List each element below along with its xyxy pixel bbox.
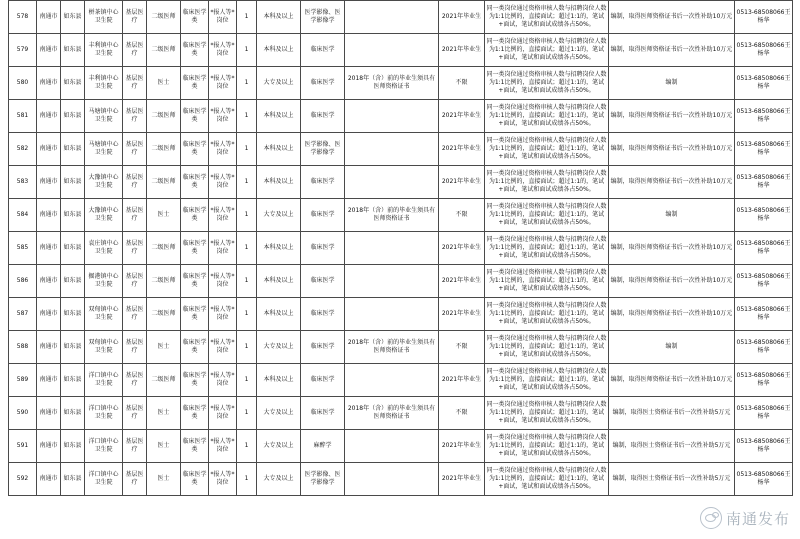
cell-major-category: 临床医学类 — [181, 166, 209, 199]
cell-employer: 大豫镇中心卫生院 — [85, 199, 123, 232]
recruitment-table — [8, 0, 793, 496]
table-row — [9, 199, 793, 232]
cell-category: 基层医疗 — [123, 331, 147, 364]
cell-major: 临床医学 — [301, 232, 345, 265]
cell-row-number: 591 — [9, 430, 37, 463]
cell-major: 临床医学 — [301, 331, 345, 364]
cell-contact: 0513-68508066王杨华 — [735, 397, 793, 430]
cell-category: 基层医疗 — [123, 232, 147, 265]
cell-applicant-type: 不限 — [439, 67, 485, 100]
cell-employer: 丰利镇中心卫生院 — [85, 67, 123, 100]
cell-county: 如东县 — [61, 67, 85, 100]
cell-other-requirement: 2018年（含）前的毕业生须具有医师资格证书 — [345, 67, 439, 100]
cell-major: 医学影像、医学影像学 — [301, 463, 345, 496]
table-row — [9, 430, 793, 463]
cell-employer: 双甸镇中心卫生院 — [85, 298, 123, 331]
cell-row-number: 585 — [9, 232, 37, 265]
cell-row-number: 588 — [9, 331, 37, 364]
cell-headcount: 1 — [237, 265, 257, 298]
cell-education: 本科及以上 — [257, 364, 301, 397]
cell-contact: 0513-68508066王杨华 — [735, 331, 793, 364]
cell-headcount: 1 — [237, 331, 257, 364]
cell-exam-method: 同一类岗位通过资格审核人数与招聘岗位人数为1:1比例的，直接面试；超过1:1的，笔试+面试，笔试和面试成绩各占50%。 — [485, 34, 609, 67]
cell-city: 南通市 — [37, 265, 61, 298]
cell-category: 基层医疗 — [123, 67, 147, 100]
cell-category: 基层医疗 — [123, 34, 147, 67]
cell-county: 如东县 — [61, 463, 85, 496]
cell-headcount: 1 — [237, 232, 257, 265]
cell-major: 临床医学 — [301, 298, 345, 331]
cell-row-number: 587 — [9, 298, 37, 331]
cell-city: 南通市 — [37, 1, 61, 34]
cell-city: 南通市 — [37, 397, 61, 430]
cell-major: 临床医学 — [301, 34, 345, 67]
cell-post-type: *报人等*岗位 — [209, 463, 237, 496]
cell-category: 基层医疗 — [123, 397, 147, 430]
cell-education: 本科及以上 — [257, 34, 301, 67]
table-row — [9, 1, 793, 34]
cell-position: 医士 — [147, 67, 181, 100]
cell-applicant-type: 2021年毕业生 — [439, 133, 485, 166]
table-row — [9, 232, 793, 265]
cell-remark: 编制，取得医师资格证书后一次性补助10万元 — [609, 100, 735, 133]
cell-major-category: 临床医学类 — [181, 34, 209, 67]
cell-row-number: 580 — [9, 67, 37, 100]
cell-county: 如东县 — [61, 364, 85, 397]
watermark-text: 南通发布 — [725, 509, 790, 528]
cell-major: 麻醉学 — [301, 430, 345, 463]
cell-education: 本科及以上 — [257, 1, 301, 34]
cell-major-category: 临床医学类 — [181, 430, 209, 463]
cell-position: 二级医师 — [147, 133, 181, 166]
cell-exam-method: 同一类岗位通过资格审核人数与招聘岗位人数为1:1比例的，直接面试；超过1:1的，笔试+面试，笔试和面试成绩各占50%。 — [485, 133, 609, 166]
cell-city: 南通市 — [37, 133, 61, 166]
cell-major-category: 临床医学类 — [181, 199, 209, 232]
cell-category: 基层医疗 — [123, 166, 147, 199]
cell-applicant-type: 不限 — [439, 397, 485, 430]
cell-exam-method: 同一类岗位通过资格审核人数与招聘岗位人数为1:1比例的，直接面试；超过1:1的，笔试+面试，笔试和面试成绩各占50%。 — [485, 265, 609, 298]
cell-major-category: 临床医学类 — [181, 331, 209, 364]
cell-contact: 0513-68508066王杨华 — [735, 34, 793, 67]
cell-headcount: 1 — [237, 397, 257, 430]
cell-county: 如东县 — [61, 1, 85, 34]
cell-headcount: 1 — [237, 67, 257, 100]
cell-category: 基层医疗 — [123, 430, 147, 463]
cell-county: 如东县 — [61, 100, 85, 133]
cell-position: 二级医师 — [147, 100, 181, 133]
cell-major: 临床医学 — [301, 67, 345, 100]
cell-education: 本科及以上 — [257, 265, 301, 298]
cell-employer: 洋口镇中心卫生院 — [85, 364, 123, 397]
cell-other-requirement — [345, 364, 439, 397]
cell-employer: 双甸镇中心卫生院 — [85, 331, 123, 364]
cell-position: 医士 — [147, 397, 181, 430]
cell-county: 如东县 — [61, 166, 85, 199]
cell-post-type: *报人等*岗位 — [209, 265, 237, 298]
cell-contact: 0513-68508066王杨华 — [735, 430, 793, 463]
cell-major-category: 临床医学类 — [181, 1, 209, 34]
cell-education: 大专及以上 — [257, 199, 301, 232]
cell-category: 基层医疗 — [123, 265, 147, 298]
cell-post-type: *报人等*岗位 — [209, 166, 237, 199]
cell-exam-method: 同一类岗位通过资格审核人数与招聘岗位人数为1:1比例的，直接面试；超过1:1的，笔试+面试，笔试和面试成绩各占50%。 — [485, 331, 609, 364]
cell-employer: 马塘镇中心卫生院 — [85, 133, 123, 166]
cell-exam-method: 同一类岗位通过资格审核人数与招聘岗位人数为1:1比例的，直接面试；超过1:1的，笔试+面试，笔试和面试成绩各占50%。 — [485, 199, 609, 232]
cell-category: 基层医疗 — [123, 364, 147, 397]
cell-remark: 编制，取得医师资格证书后一次性补助10万元 — [609, 34, 735, 67]
cell-major-category: 临床医学类 — [181, 232, 209, 265]
cell-applicant-type: 2021年毕业生 — [439, 1, 485, 34]
cell-city: 南通市 — [37, 364, 61, 397]
cell-education: 大专及以上 — [257, 331, 301, 364]
cell-employer: 马塘镇中心卫生院 — [85, 100, 123, 133]
cell-exam-method: 同一类岗位通过资格审核人数与招聘岗位人数为1:1比例的，直接面试；超过1:1的，笔试+面试，笔试和面试成绩各占50%。 — [485, 100, 609, 133]
cell-contact: 0513-68508066王杨华 — [735, 199, 793, 232]
cell-major-category: 临床医学类 — [181, 67, 209, 100]
cell-row-number: 581 — [9, 100, 37, 133]
cell-exam-method: 同一类岗位通过资格审核人数与招聘岗位人数为1:1比例的，直接面试；超过1:1的，笔试+面试，笔试和面试成绩各占50%。 — [485, 67, 609, 100]
cell-education: 本科及以上 — [257, 133, 301, 166]
cell-remark: 编制，取得医师资格证书后一次性补助10万元 — [609, 133, 735, 166]
table-row — [9, 100, 793, 133]
cell-county: 如东县 — [61, 265, 85, 298]
cell-contact: 0513-68508066王杨华 — [735, 463, 793, 496]
cell-major-category: 临床医学类 — [181, 133, 209, 166]
cell-contact: 0513-68508066王杨华 — [735, 133, 793, 166]
cell-major-category: 临床医学类 — [181, 463, 209, 496]
cell-city: 南通市 — [37, 463, 61, 496]
table-row — [9, 331, 793, 364]
cell-remark: 编制，取得医师资格证书后一次性补助10万元 — [609, 298, 735, 331]
cell-contact: 0513-68508066王杨华 — [735, 67, 793, 100]
cell-major: 临床医学 — [301, 397, 345, 430]
table-row — [9, 265, 793, 298]
cell-education: 大专及以上 — [257, 397, 301, 430]
cell-remark: 编制，取得医师资格证书后一次性补助10万元 — [609, 364, 735, 397]
cell-headcount: 1 — [237, 1, 257, 34]
cell-other-requirement — [345, 34, 439, 67]
cell-county: 如东县 — [61, 232, 85, 265]
cell-employer: 大豫镇中心卫生院 — [85, 166, 123, 199]
cell-county: 如东县 — [61, 133, 85, 166]
cell-post-type: *报人等*岗位 — [209, 331, 237, 364]
cell-post-type: *报人等*岗位 — [209, 67, 237, 100]
cell-headcount: 1 — [237, 34, 257, 67]
cell-category: 基层医疗 — [123, 100, 147, 133]
cell-position: 二级医师 — [147, 1, 181, 34]
cell-exam-method: 同一类岗位通过资格审核人数与招聘岗位人数为1:1比例的，直接面试；超过1:1的，笔试+面试，笔试和面试成绩各占50%。 — [485, 364, 609, 397]
cell-major-category: 临床医学类 — [181, 100, 209, 133]
cell-row-number: 579 — [9, 34, 37, 67]
cell-remark: 编制 — [609, 67, 735, 100]
cell-city: 南通市 — [37, 232, 61, 265]
cell-applicant-type: 2021年毕业生 — [439, 265, 485, 298]
cell-post-type: *报人等*岗位 — [209, 397, 237, 430]
cell-major: 临床医学 — [301, 265, 345, 298]
cell-city: 南通市 — [37, 166, 61, 199]
cell-post-type: *报人等*岗位 — [209, 430, 237, 463]
cell-remark: 编制，取得医师资格证书后一次性补助10万元 — [609, 1, 735, 34]
cell-remark: 编制，取得医师资格证书后一次性补助10万元 — [609, 166, 735, 199]
cell-category: 基层医疗 — [123, 1, 147, 34]
cell-category: 基层医疗 — [123, 133, 147, 166]
cell-headcount: 1 — [237, 100, 257, 133]
cell-post-type: *报人等*岗位 — [209, 34, 237, 67]
cell-exam-method: 同一类岗位通过资格审核人数与招聘岗位人数为1:1比例的，直接面试；超过1:1的，笔试+面试，笔试和面试成绩各占50%。 — [485, 298, 609, 331]
cell-applicant-type: 2021年毕业生 — [439, 430, 485, 463]
cell-row-number: 578 — [9, 1, 37, 34]
cell-other-requirement: 2018年（含）前的毕业生须具有医师资格证书 — [345, 397, 439, 430]
cell-major-category: 临床医学类 — [181, 364, 209, 397]
cell-post-type: *报人等*岗位 — [209, 232, 237, 265]
cell-applicant-type: 2021年毕业生 — [439, 364, 485, 397]
cell-post-type: *报人等*岗位 — [209, 133, 237, 166]
cell-other-requirement — [345, 265, 439, 298]
cell-position: 医士 — [147, 199, 181, 232]
table-row — [9, 463, 793, 496]
cell-major-category: 临床医学类 — [181, 397, 209, 430]
cell-remark: 编制，取得医师资格证书后一次性补助10万元 — [609, 232, 735, 265]
cell-education: 大专及以上 — [257, 463, 301, 496]
cell-category: 基层医疗 — [123, 298, 147, 331]
cell-position: 二级医师 — [147, 364, 181, 397]
cell-major-category: 临床医学类 — [181, 265, 209, 298]
cell-headcount: 1 — [237, 166, 257, 199]
cell-employer: 栟茶镇中心卫生院 — [85, 1, 123, 34]
cell-other-requirement — [345, 1, 439, 34]
table-row — [9, 133, 793, 166]
cell-contact: 0513-68508066王杨华 — [735, 298, 793, 331]
table-row — [9, 364, 793, 397]
cell-applicant-type: 2021年毕业生 — [439, 232, 485, 265]
cell-headcount: 1 — [237, 298, 257, 331]
cell-exam-method: 同一类岗位通过资格审核人数与招聘岗位人数为1:1比例的，直接面试；超过1:1的，笔试+面试，笔试和面试成绩各占50%。 — [485, 1, 609, 34]
cell-applicant-type: 2021年毕业生 — [439, 34, 485, 67]
cell-employer: 洋口镇中心卫生院 — [85, 463, 123, 496]
table-row — [9, 298, 793, 331]
cell-city: 南通市 — [37, 430, 61, 463]
cell-other-requirement: 2018年（含）前的毕业生须具有医师资格证书 — [345, 199, 439, 232]
cell-city: 南通市 — [37, 331, 61, 364]
table-row — [9, 397, 793, 430]
table-row — [9, 166, 793, 199]
cell-county: 如东县 — [61, 397, 85, 430]
cell-position: 二级医师 — [147, 232, 181, 265]
cell-contact: 0513-68508066王杨华 — [735, 232, 793, 265]
cell-headcount: 1 — [237, 364, 257, 397]
cell-headcount: 1 — [237, 199, 257, 232]
cell-contact: 0513-68508066王杨华 — [735, 265, 793, 298]
cell-category: 基层医疗 — [123, 199, 147, 232]
cell-contact: 0513-68508066王杨华 — [735, 364, 793, 397]
cell-education: 本科及以上 — [257, 166, 301, 199]
cell-remark: 编制 — [609, 331, 735, 364]
cell-employer: 袁庄镇中心卫生院 — [85, 232, 123, 265]
cell-remark: 编制，取得医士资格证书后一次性补助5万元 — [609, 463, 735, 496]
cell-applicant-type: 2021年毕业生 — [439, 100, 485, 133]
cell-education: 本科及以上 — [257, 232, 301, 265]
cell-major: 临床医学 — [301, 166, 345, 199]
cell-applicant-type: 2021年毕业生 — [439, 463, 485, 496]
cell-row-number: 582 — [9, 133, 37, 166]
cell-post-type: *报人等*岗位 — [209, 100, 237, 133]
cell-position: 二级医师 — [147, 166, 181, 199]
cell-other-requirement — [345, 166, 439, 199]
cell-remark: 编制，取得医士资格证书后一次性补助5万元 — [609, 430, 735, 463]
table-row — [9, 67, 793, 100]
cell-row-number: 592 — [9, 463, 37, 496]
cell-major: 医学影像、医学影像学 — [301, 133, 345, 166]
cell-city: 南通市 — [37, 67, 61, 100]
cell-applicant-type: 2021年毕业生 — [439, 166, 485, 199]
cell-row-number: 583 — [9, 166, 37, 199]
cell-exam-method: 同一类岗位通过资格审核人数与招聘岗位人数为1:1比例的，直接面试；超过1:1的，笔试+面试，笔试和面试成绩各占50%。 — [485, 232, 609, 265]
cell-county: 如东县 — [61, 34, 85, 67]
cell-city: 南通市 — [37, 298, 61, 331]
cell-applicant-type: 不限 — [439, 199, 485, 232]
cell-education: 大专及以上 — [257, 430, 301, 463]
cell-category: 基层医疗 — [123, 463, 147, 496]
cell-post-type: *报人等*岗位 — [209, 364, 237, 397]
cell-major-category: 临床医学类 — [181, 298, 209, 331]
cell-county: 如东县 — [61, 430, 85, 463]
cell-position: 二级医师 — [147, 265, 181, 298]
cell-major: 医学影像、医学影像学 — [301, 1, 345, 34]
cell-position: 医士 — [147, 331, 181, 364]
table-body — [9, 1, 793, 496]
cell-county: 如东县 — [61, 331, 85, 364]
cell-major: 临床医学 — [301, 364, 345, 397]
cell-exam-method: 同一类岗位通过资格审核人数与招聘岗位人数为1:1比例的，直接面试；超过1:1的，笔试+面试，笔试和面试成绩各占50%。 — [485, 463, 609, 496]
cell-city: 南通市 — [37, 34, 61, 67]
cell-contact: 0513-68508066王杨华 — [735, 166, 793, 199]
cell-headcount: 1 — [237, 463, 257, 496]
cell-row-number: 586 — [9, 265, 37, 298]
cell-exam-method: 同一类岗位通过资格审核人数与招聘岗位人数为1:1比例的，直接面试；超过1:1的，笔试+面试，笔试和面试成绩各占50%。 — [485, 430, 609, 463]
cell-headcount: 1 — [237, 430, 257, 463]
cell-other-requirement: 2018年（含）前的毕业生须具有医师资格证书 — [345, 331, 439, 364]
cell-row-number: 589 — [9, 364, 37, 397]
cell-remark: 编制，取得医士资格证书后一次性补助5万元 — [609, 397, 735, 430]
cell-other-requirement — [345, 232, 439, 265]
cell-major: 临床医学 — [301, 199, 345, 232]
cell-position: 医士 — [147, 430, 181, 463]
cell-employer: 洋口镇中心卫生院 — [85, 430, 123, 463]
cell-city: 南通市 — [37, 100, 61, 133]
cell-exam-method: 同一类岗位通过资格审核人数与招聘岗位人数为1:1比例的，直接面试；超过1:1的，笔试+面试，笔试和面试成绩各占50%。 — [485, 166, 609, 199]
cell-position: 二级医师 — [147, 298, 181, 331]
cell-row-number: 584 — [9, 199, 37, 232]
cell-position: 医士 — [147, 463, 181, 496]
cell-post-type: *报人等*岗位 — [209, 199, 237, 232]
cell-city: 南通市 — [37, 199, 61, 232]
table-row — [9, 34, 793, 67]
cell-contact: 0513-68508066王杨华 — [735, 1, 793, 34]
cell-exam-method: 同一类岗位通过资格审核人数与招聘岗位人数为1:1比例的，直接面试；超过1:1的，笔试+面试，笔试和面试成绩各占50%。 — [485, 397, 609, 430]
watermark — [700, 507, 790, 529]
cell-contact: 0513-68508066王杨华 — [735, 100, 793, 133]
cell-education: 本科及以上 — [257, 100, 301, 133]
cell-applicant-type: 不限 — [439, 331, 485, 364]
cell-major: 临床医学 — [301, 100, 345, 133]
cell-headcount: 1 — [237, 133, 257, 166]
cell-other-requirement — [345, 100, 439, 133]
cell-county: 如东县 — [61, 199, 85, 232]
cell-education: 本科及以上 — [257, 298, 301, 331]
cell-position: 二级医师 — [147, 34, 181, 67]
cell-post-type: *报人等*岗位 — [209, 1, 237, 34]
cell-row-number: 590 — [9, 397, 37, 430]
cell-employer: 丰利镇中心卫生院 — [85, 34, 123, 67]
cell-applicant-type: 2021年毕业生 — [439, 298, 485, 331]
cell-other-requirement — [345, 133, 439, 166]
cell-county: 如东县 — [61, 298, 85, 331]
cell-other-requirement — [345, 463, 439, 496]
cell-post-type: *报人等*岗位 — [209, 298, 237, 331]
wechat-icon — [700, 507, 722, 529]
cell-employer: 掘港镇中心卫生院 — [85, 265, 123, 298]
cell-other-requirement — [345, 298, 439, 331]
cell-employer: 洋口镇中心卫生院 — [85, 397, 123, 430]
cell-other-requirement — [345, 430, 439, 463]
cell-remark: 编制 — [609, 199, 735, 232]
cell-education: 大专及以上 — [257, 67, 301, 100]
cell-remark: 编制，取得医师资格证书后一次性补助10万元 — [609, 265, 735, 298]
